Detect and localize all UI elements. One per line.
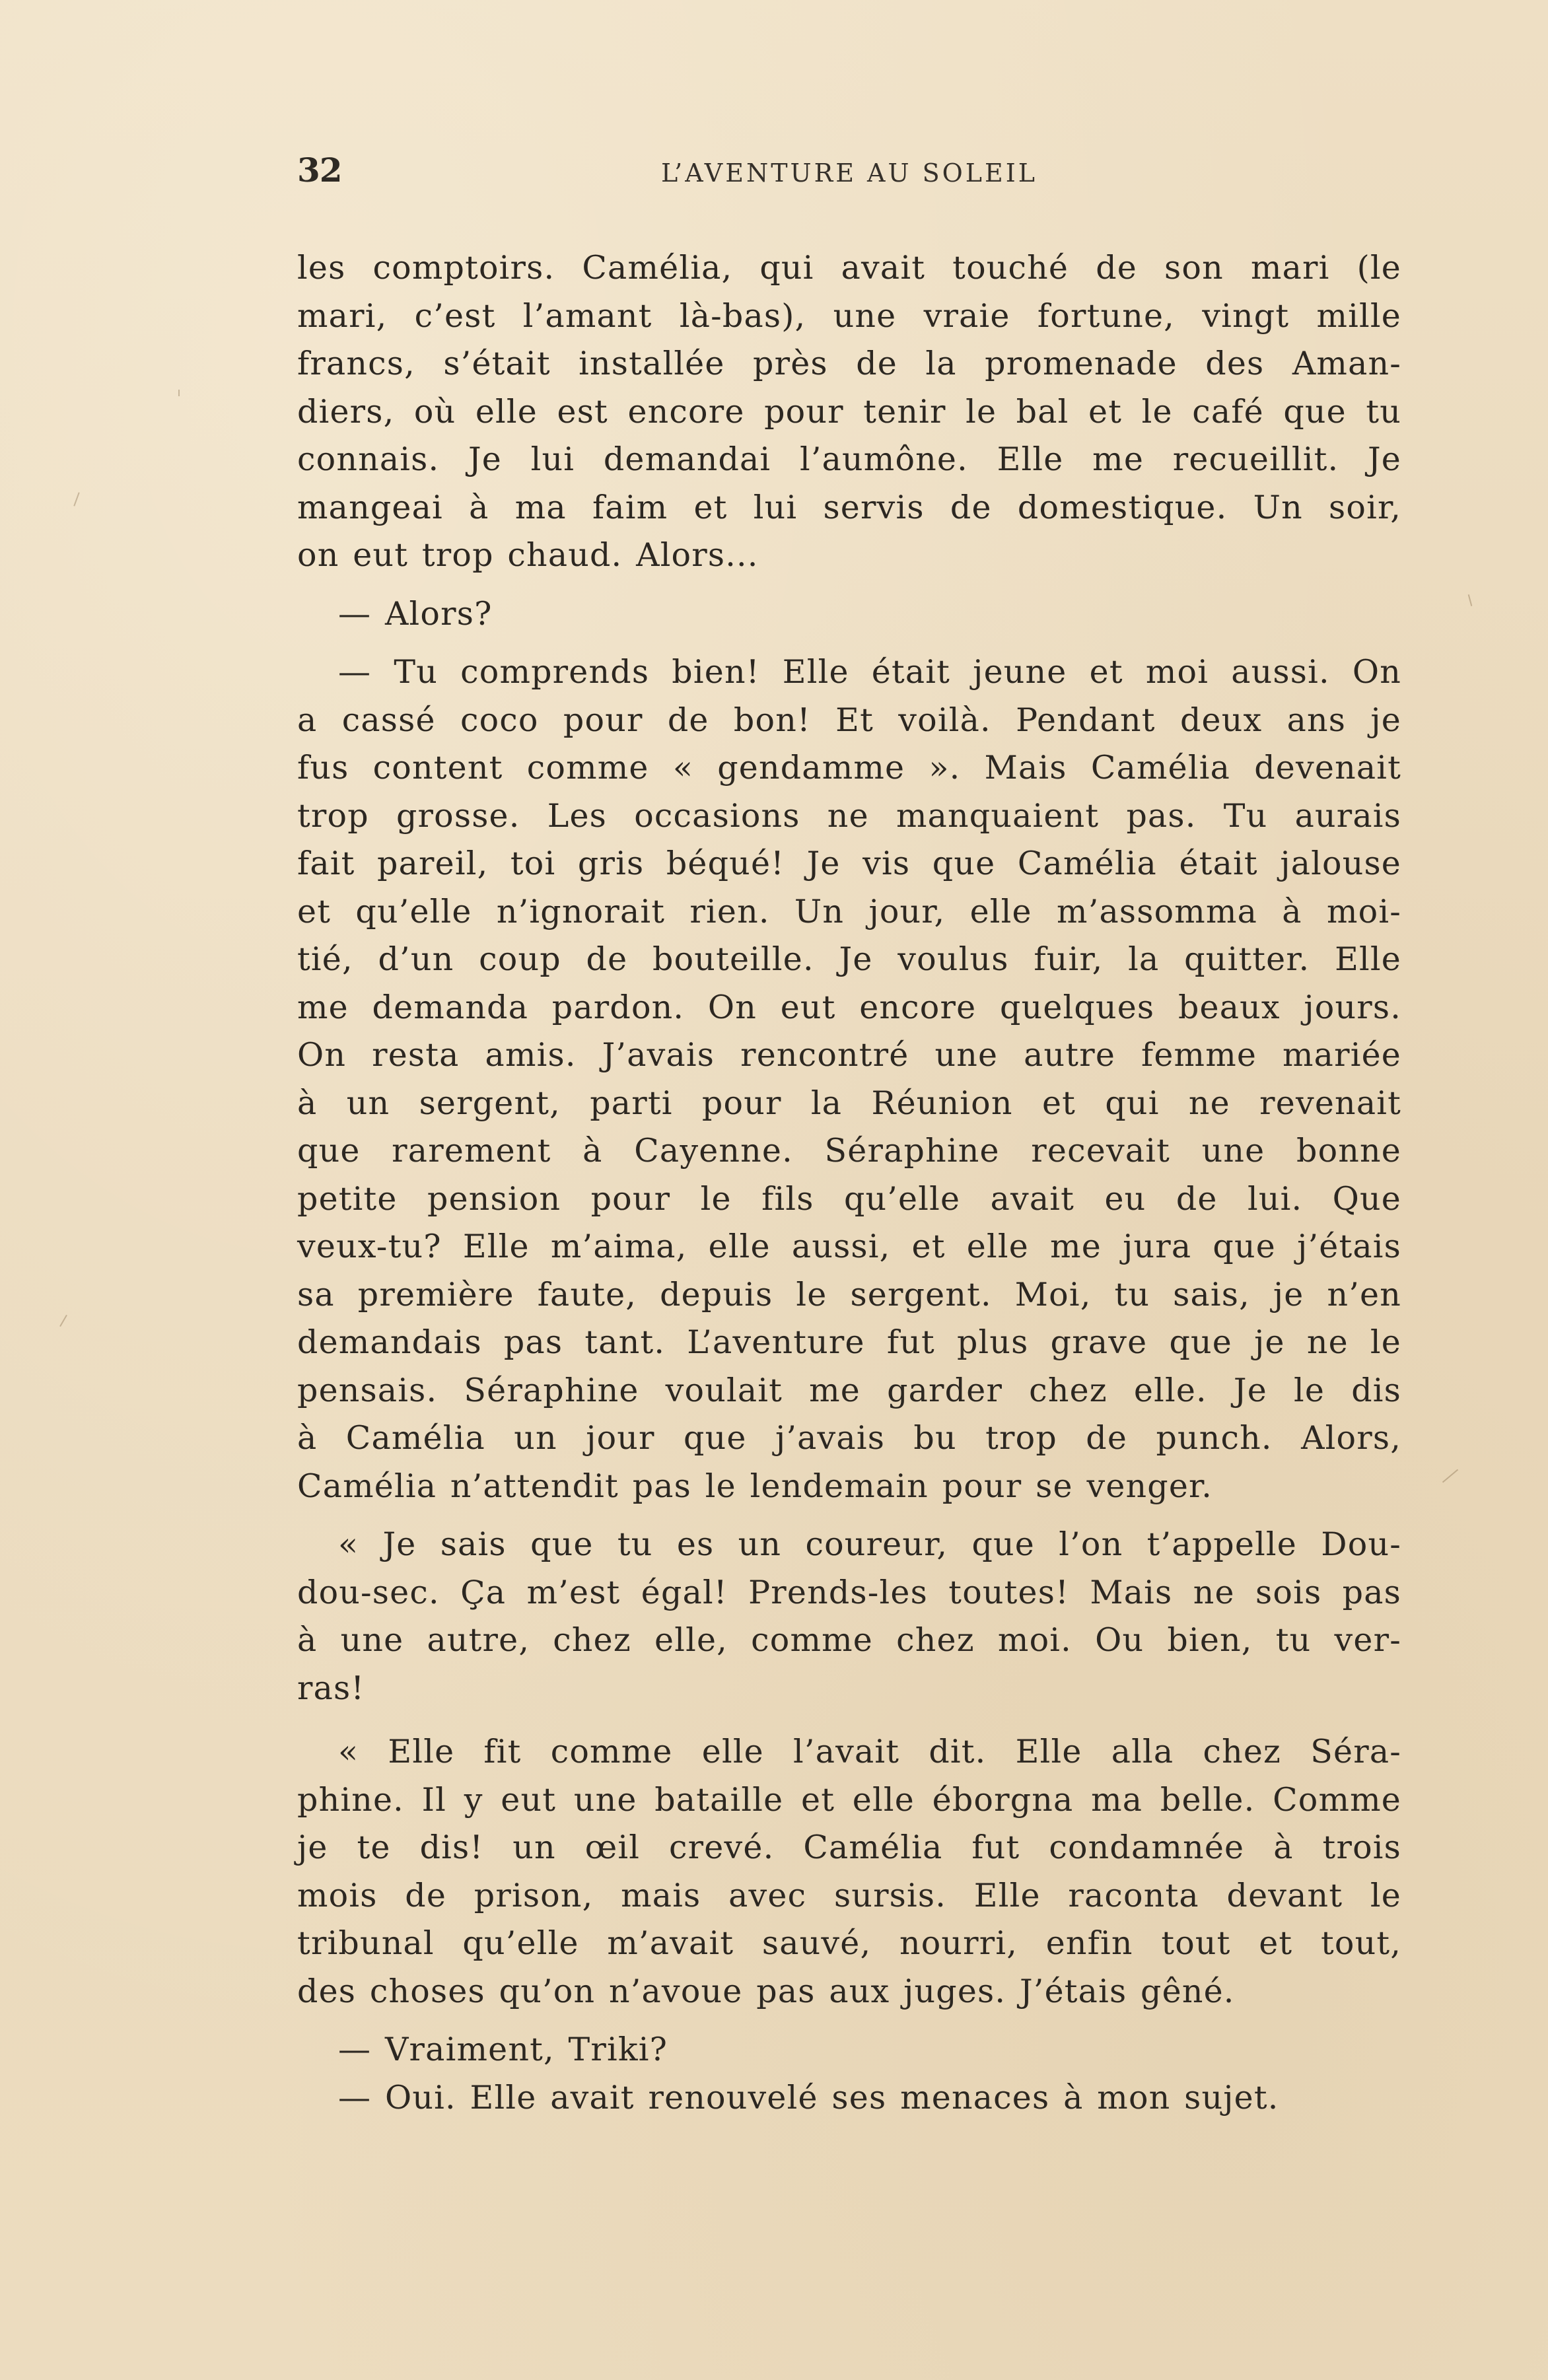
text-line: mois de prison, mais avec sursis. Elle raconta devant le [297,1876,1401,1914]
paper-speck [1442,1469,1458,1483]
text-line: Camélia n’attendit pas le lendemain pour se venger. [297,1467,1213,1505]
text-line: sa première faute, depuis le sergent. Moi, tu sais, je n’en [297,1275,1401,1313]
text-line: et qu’elle n’ignorait rien. Un jour, elle m’assomma à moi- [297,892,1401,930]
dialogue-paragraph [297,648,1401,1510]
text-line: dou-sec. Ça m’est égal! Prends-les toutes! Mais ne sois pas [297,1573,1401,1611]
page-number: 32 [297,151,342,190]
text-line: « Je sais que tu es un coureur, que l’on t’appelle Dou- [338,1525,1401,1563]
text-line: On resta amis. J’avais rencontré une autre femme mariée [297,1036,1401,1074]
running-head [297,151,1401,190]
text-line: tié, d’un coup de bouteille. Je voulus fuir, la quitter. Elle [297,940,1401,978]
paragraph [297,244,1401,580]
text-line: tribunal qu’elle m’avait sauvé, nourri, enfin tout et tout, [297,1924,1401,1962]
text-line: veux-tu? Elle m’aima, elle aussi, et elle me jura que j’étais [297,1228,1401,1265]
text-line: a cassé coco pour de bon! Et voilà. Pendant deux ans je [297,701,1401,739]
text-line: trop grosse. Les occasions ne manquaient pas. Tu aurais [297,796,1401,835]
text-line: — Alors? [338,594,493,633]
text-line: demandais pas tant. L’aventure fut plus grave que je ne le [297,1323,1401,1361]
text-line: fus content comme « gendamme ». Mais Camélia devenait [297,749,1401,787]
text-line: — Tu comprends bien! Elle était jeune et moi aussi. On [338,653,1401,691]
quoted-paragraph [297,1728,1401,2015]
dialogue-paragraph [297,590,1401,639]
text-line: petite pension pour le fils qu’elle avait eu de lui. Que [297,1179,1401,1218]
text-line: les comptoirs. Camélia, qui avait touché de son mari (le [297,249,1401,287]
text-line: fait pareil, toi gris béqué! Je vis que Camélia était jalouse [297,845,1401,882]
text-line: à une autre, chez elle, comme chez moi. Ou bien, tu ver- [297,1621,1401,1659]
text-line: que rarement à Cayenne. Séraphine recevait une bonne [297,1132,1401,1170]
paper-speck [1468,594,1473,606]
paper-speck [73,492,79,506]
text-line: diers, où elle est encore pour tenir le bal et le café que tu [297,392,1401,431]
text-line: — Oui. Elle avait renouvelé ses menaces à mon sujet. [338,2078,1279,2117]
text-line: mari, c’est l’amant là-bas), une vraie fortune, vingt mille [297,297,1401,335]
text-line: des choses qu’on n’avoue pas aux juges. J’étais gêné. [297,1972,1235,2010]
text-line: connais. Je lui demandai l’aumône. Elle me recueillit. Je [297,440,1401,478]
text-line: on eut trop chaud. Alors... [297,536,759,574]
text-line: pensais. Séraphine voulait me garder chez elle. Je le dis [297,1371,1401,1409]
text-line: « Elle fit comme elle l’avait dit. Elle alla chez Séra- [338,1733,1401,1770]
paper-speck [59,1315,67,1327]
text-line: francs, s’était installée près de la promenade des Aman- [297,345,1401,382]
text-line: ras! [297,1669,365,1707]
dialogue-paragraph [297,2026,1401,2074]
text-line: je te dis! un œil crevé. Camélia fut condamnée à trois [297,1829,1401,1866]
text-line: — Vraiment, Triki? [338,2031,668,2068]
quoted-paragraph [297,1521,1401,1712]
text-line: me demanda pardon. On eut encore quelques beaux jours. [297,988,1401,1026]
text-line: mangeai à ma faim et lui servis de domestique. Un soir, [297,488,1401,526]
text-line: phine. Il y eut une bataille et elle éborgna ma belle. Comme [297,1780,1401,1819]
text-line: à Camélia un jour que j’avais bu trop de punch. Alors, [297,1419,1401,1457]
text-line: à un sergent, parti pour la Réunion et qui ne revenait [297,1084,1401,1122]
body-text [297,244,1401,2122]
dialogue-paragraph [297,2074,1401,2122]
paper-speck [178,390,180,396]
running-title: L’AVENTURE AU SOLEIL [661,158,1038,188]
